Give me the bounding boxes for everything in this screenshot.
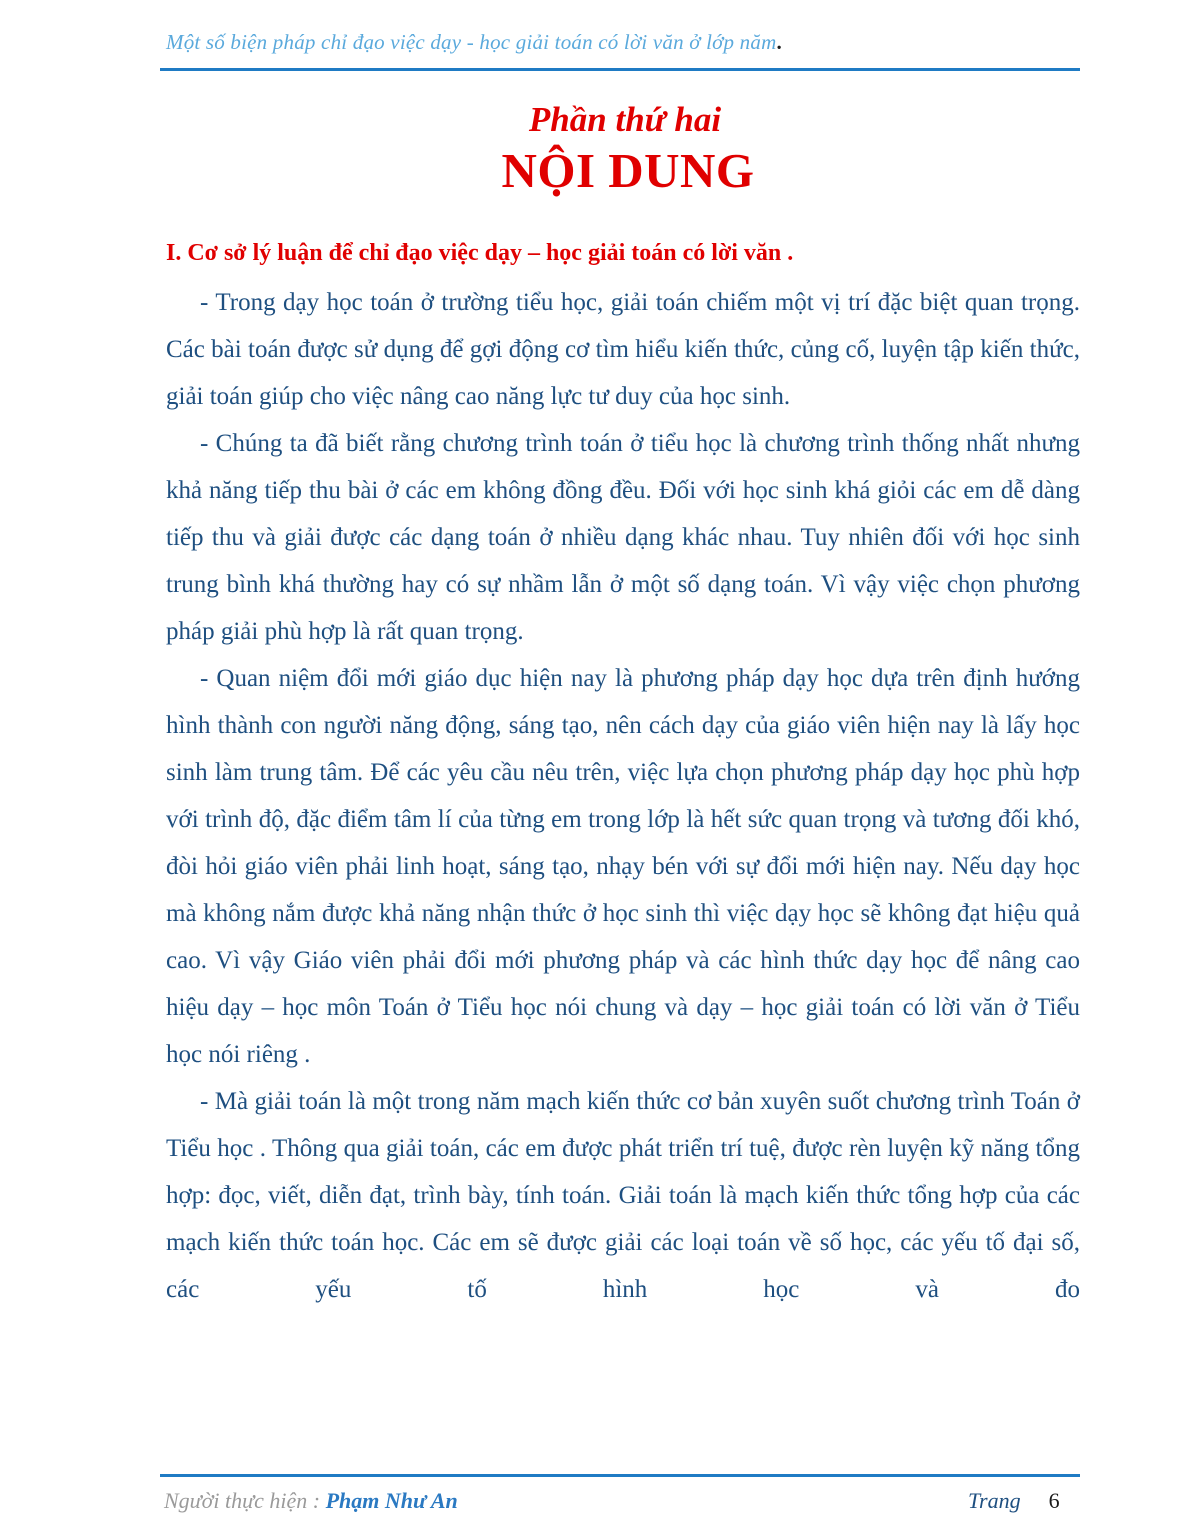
- part-title: Phần thứ hai: [528, 100, 722, 139]
- page-header: [160, 30, 1080, 55]
- header-end-mark: .: [776, 30, 782, 54]
- section-heading: I. Cơ sở lý luận để chỉ đạo việc dạy – học giải toán có lời văn .: [166, 240, 794, 266]
- paragraph: - Trong dạy học toán ở trường tiểu học, giải toán chiếm một vị trí đặc biệt quan trọng. Các bài toán được sử dụng để gợi động cơ tìm hiểu kiến thức, củng cố, luyện tập kiến thức, giải toán giúp cho việc nâng cao năng lực tư duy của học sinh.: [166, 289, 1080, 410]
- footer-page: [968, 1488, 1060, 1514]
- author-label: Người thực hiện :: [164, 1488, 326, 1513]
- page-number: 6: [1048, 1488, 1060, 1513]
- footer-rule: [160, 1474, 1080, 1477]
- paragraph: - Quan niệm đổi mới giáo dục hiện nay là phương pháp dạy học dựa trên định hướng hình thành con người năng động, sáng tạo, nên cách dạy của giáo viên hiện nay là lấy học sinh làm trung tâm. Để các yêu cầu nêu trên, việc lựa chọn phương pháp dạy học phù hợp với trình độ, đặc điểm tâm lí của từng em trong lớp là hết sức quan trọng và tương đối khó, đòi hỏi giáo viên phải linh hoạt, sáng tạo, nhạy bén với sự đổi mới hiện nay. Nếu dạy học mà không nắm được khả năng nhận thức ở học sinh thì việc dạy học sẽ không đạt hiệu quả cao. Vì vậy Giáo viên phải đổi mới phương pháp và các hình thức dạy học để nâng cao hiệu dạy – học môn Toán ở Tiểu học nói chung và dạy – học giải toán có lời văn ở Tiểu học nói riêng .: [166, 665, 1080, 1068]
- header-title: [160, 30, 1080, 55]
- main-title: NỘI DUNG: [501, 143, 755, 198]
- body-text: [166, 279, 1080, 1313]
- paragraph: - Mà giải toán là một trong năm mạch kiến thức cơ bản xuyên suốt chương trình Toán ở Tiểu học . Thông qua giải toán, các em được phát triển trí tuệ, được rèn luyện kỹ năng tổng hợp: đọc, viết, diễn đạt, trình bày, tính toán. Giải toán là mạch kiến thức tổng hợp của các mạch kiến thức toán học. Các em sẽ được giải các loại toán về số học, các yếu tố đại số, các yếu tố hình học và đo: [166, 1088, 1080, 1303]
- header-title-text: Một số biện pháp chỉ đạo việc dạy - học giải toán có lời văn ở lớp năm: [166, 30, 777, 54]
- page-label: Trang: [968, 1488, 1021, 1513]
- footer-author: [164, 1488, 458, 1514]
- author-name: Phạm Như An: [325, 1488, 458, 1513]
- header-rule: [160, 68, 1080, 71]
- paragraph: - Chúng ta đã biết rằng chương trình toán ở tiểu học là chương trình thống nhất nhưng khả năng tiếp thu bài ở các em không đồng đều. Đối với học sinh khá giỏi các em dễ dàng tiếp thu và giải được các dạng toán ở nhiều dạng khác nhau. Tuy nhiên đối với học sinh trung bình khá thường hay có sự nhầm lẫn ở một số dạng toán. Vì vậy việc chọn phương pháp giải phù hợp là rất quan trọng.: [166, 430, 1080, 645]
